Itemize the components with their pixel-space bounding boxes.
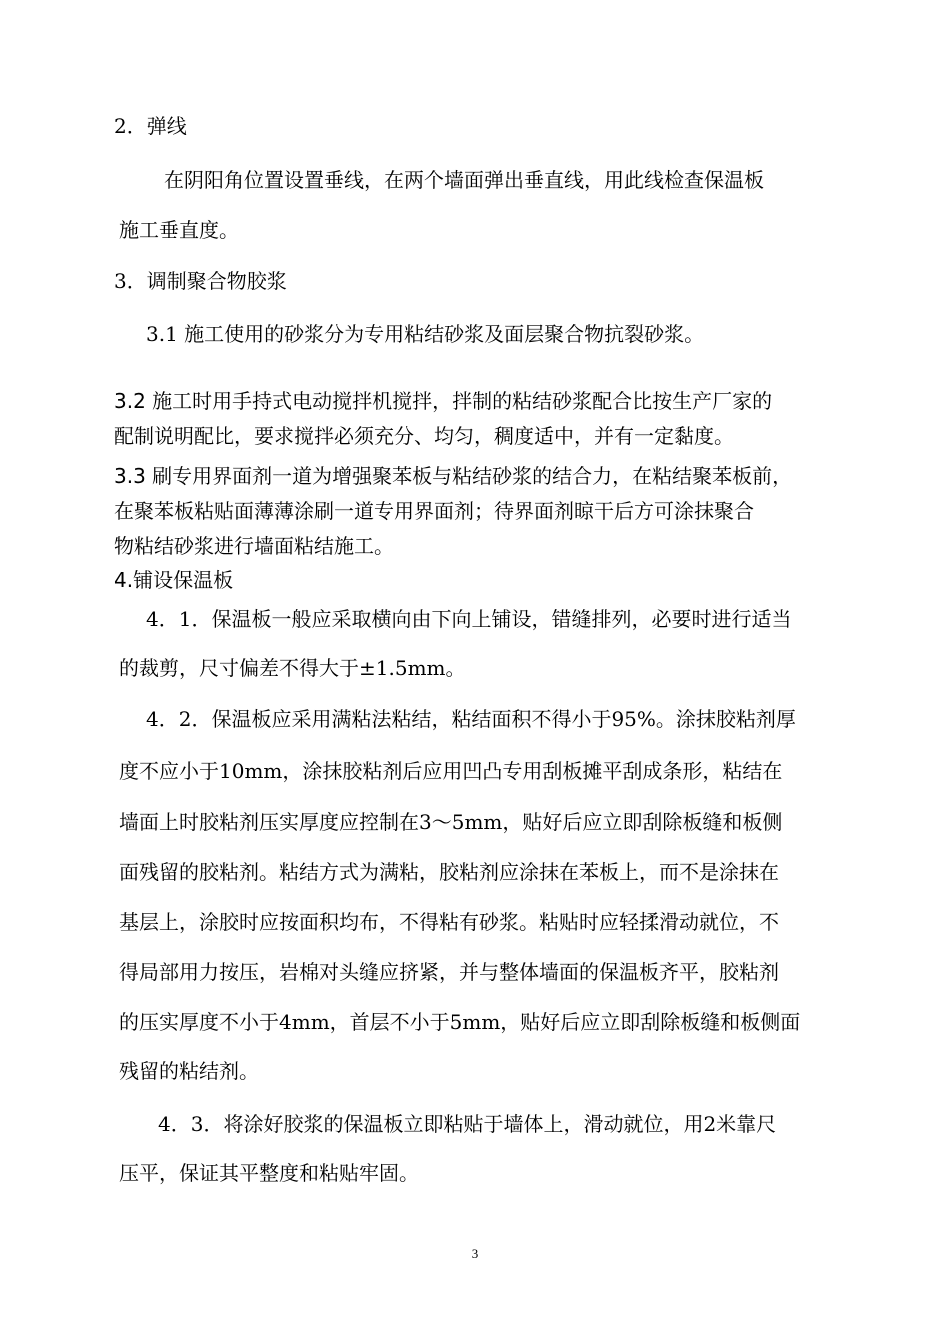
section-heading-3: 3．调制聚合物胶浆 [114,269,287,293]
paragraph-line: 得局部用力按压，岩棉对头缝应挤紧，并与整体墙面的保温板齐平，胶粘剂 [119,960,779,984]
paragraph-line: 压平，保证其平整度和粘贴牢固。 [119,1161,419,1185]
paragraph-line: 的压实厚度不小于4mm，首层不小于5mm，贴好后应立即刮除板缝和板侧面 [119,1010,801,1034]
paragraph-line: 3.3 刷专用界面剂一道为增强聚苯板与粘结砂浆的结合力，在粘结聚苯板前， [114,464,793,488]
paragraph-line: 3.2 施工时用手持式电动搅拌机搅拌，拌制的粘结砂浆配合比按生产厂家的 [114,389,773,413]
paragraph-line: 物粘结砂浆进行墙面粘结施工。 [114,534,394,558]
paragraph-line: 面残留的胶粘剂。粘结方式为满粘，胶粘剂应涂抹在苯板上，而不是涂抹在 [119,860,779,884]
paragraph-line: 4．1．保温板一般应采取横向由下向上铺设，错缝排列，必要时进行适当 [146,607,792,631]
paragraph-line: 基层上，涂胶时应按面积均布，不得粘有砂浆。粘贴时应轻揉滑动就位，不 [119,910,779,934]
paragraph-line: 残留的粘结剂。 [119,1059,259,1083]
section-heading-4: 4.铺设保温板 [114,568,234,592]
paragraph-line: 在阴阳角位置设置垂线，在两个墙面弹出垂直线，用此线检查保温板 [164,168,764,192]
page-number: 3 [471,1246,479,1261]
paragraph-line: 4．3．将涂好胶浆的保温板立即粘贴于墙体上，滑动就位，用2米靠尺 [158,1112,777,1136]
paragraph-line: 度不应小于10mm，涂抹胶粘剂后应用凹凸专用刮板摊平刮成条形，粘结在 [119,759,783,783]
paragraph-line: 墙面上时胶粘剂压实厚度应控制在3～5mm，贴好后应立即刮除板缝和板侧 [119,810,783,834]
paragraph-line: 施工垂直度。 [119,218,239,242]
paragraph-line: 3.1 施工使用的砂浆分为专用粘结砂浆及面层聚合物抗裂砂浆。 [146,322,705,346]
paragraph-line: 在聚苯板粘贴面薄薄涂刷一道专用界面剂；待界面剂晾干后方可涂抹聚合 [114,499,754,523]
section-heading-2: 2．弹线 [114,114,187,138]
paragraph-line: 的裁剪，尺寸偏差不得大于±1.5mm。 [119,656,466,680]
paragraph-line: 配制说明配比，要求搅拌必须充分、均匀，稠度适中，并有一定黏度。 [114,424,734,448]
paragraph-line: 4．2．保温板应采用满粘法粘结，粘结面积不得小于95%。涂抹胶粘剂厚 [146,707,796,731]
